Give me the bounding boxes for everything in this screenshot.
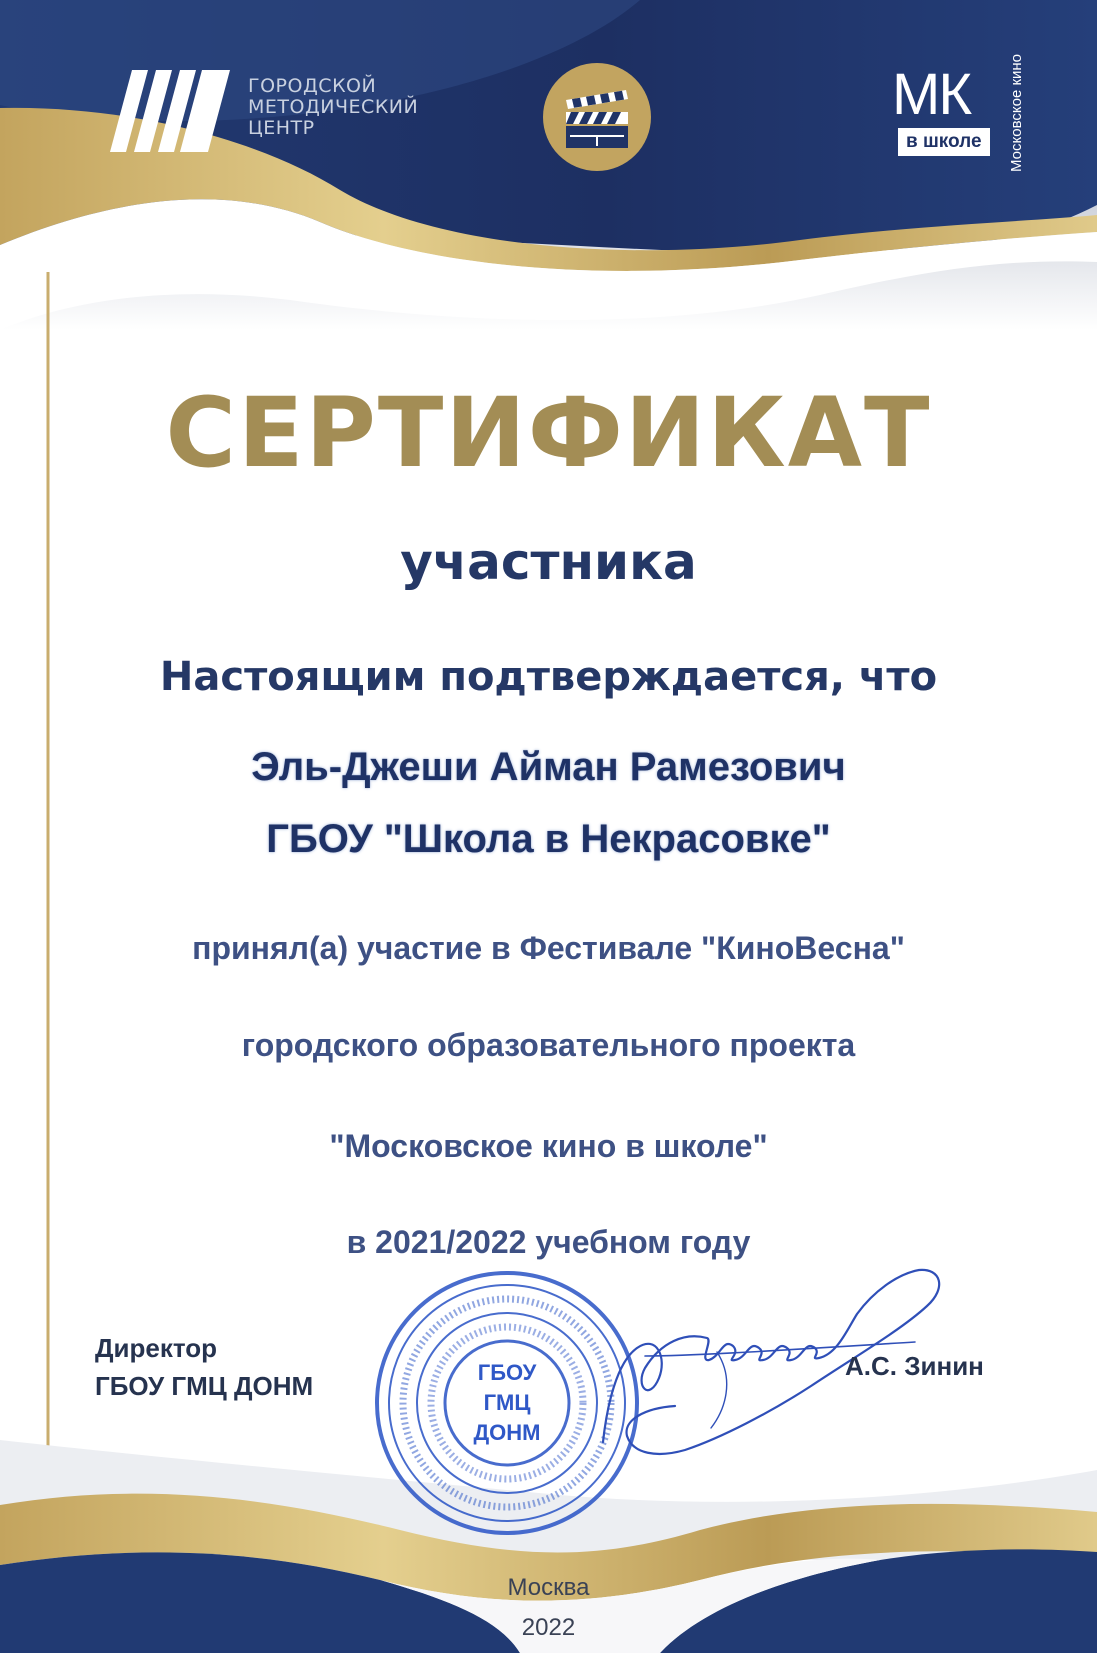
mk-logo [892, 53, 1032, 174]
body-line-4: в 2021/2022 учебном году [346, 1224, 751, 1260]
signer-position [95, 1329, 395, 1405]
confirmation-text: Настоящим подтверждается, что [159, 654, 938, 700]
gmc-logo-text [248, 76, 448, 139]
stamp-center-line-1: ГБОУ [477, 1360, 537, 1385]
gmc-logo-line-2: МЕТОДИЧЕСКИЙ [248, 96, 419, 118]
signer-name: А.С. Зинин [845, 1351, 984, 1381]
body-line-1: принял(а) участие в Фестивале "КиноВесна" [192, 930, 905, 966]
stamp-center-line-2: ГМЦ [483, 1390, 531, 1415]
certificate-subtitle: участника [400, 533, 697, 591]
body-line-2: городского образовательного проекта [241, 1027, 856, 1063]
recipient-school: ГБОУ "Школа в Некрасовке" [266, 817, 831, 861]
footer-year: 2022 [521, 1614, 576, 1641]
gmc-logo-line-3: ЦЕНТР [248, 117, 315, 139]
body-line-3: "Московское кино в школе" [329, 1128, 768, 1164]
mk-logo-letters: МК [892, 62, 971, 127]
gmc-logo-icon [110, 70, 230, 152]
gmc-logo-line-1: ГОРОДСКОЙ [248, 75, 377, 97]
stamp-center-line-3: ДОНМ [473, 1420, 541, 1445]
clapperboard-icon [542, 62, 652, 172]
certificate-title: СЕРТИФИКАТ [165, 377, 932, 489]
signer-position-line-1: Директор [95, 1333, 218, 1363]
signer-position-line-2: ГБОУ ГМЦ ДОНМ [95, 1371, 314, 1401]
mk-logo-badge: в школе [898, 128, 990, 156]
mk-logo-vertical-text: Московское кино [1008, 53, 1025, 172]
recipient-name: Эль-Джеши Айман Рамезович [251, 745, 846, 789]
footer-place: Москва [507, 1574, 590, 1601]
